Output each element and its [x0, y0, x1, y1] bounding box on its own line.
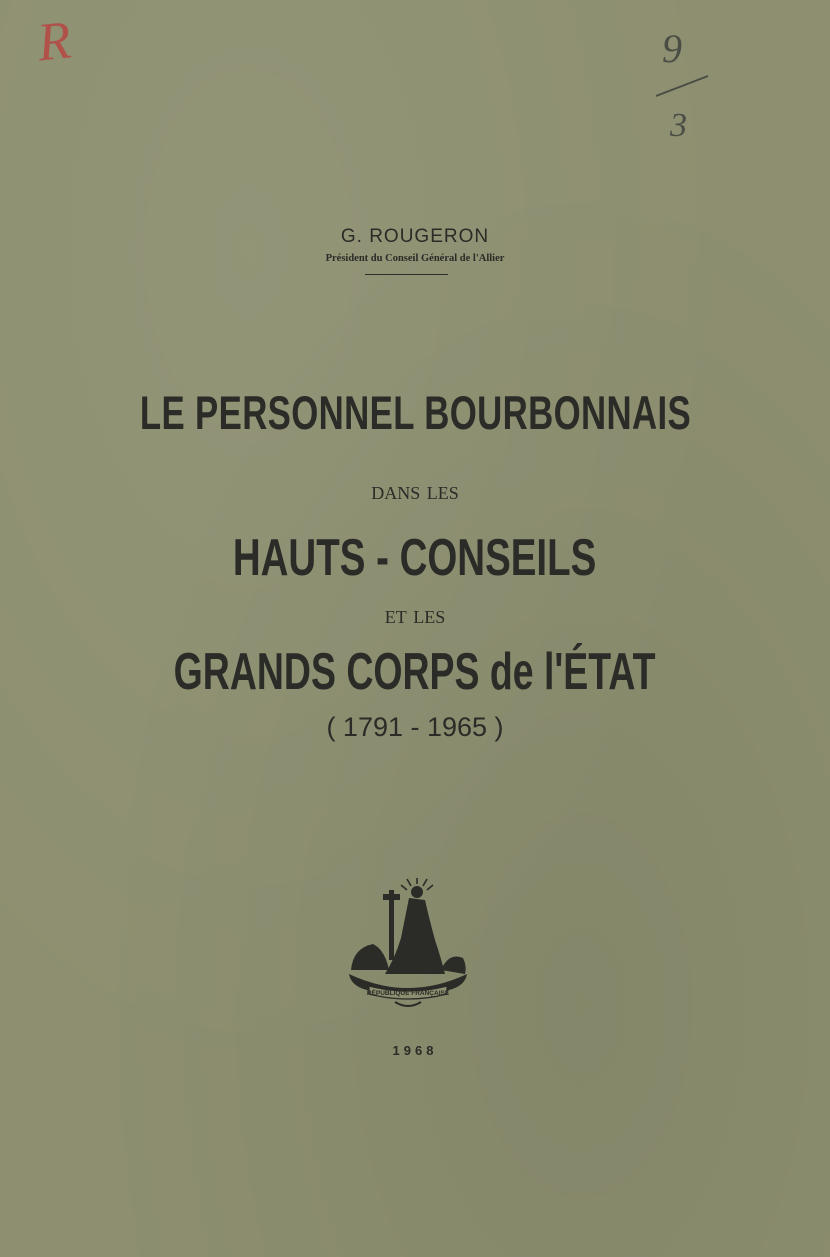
title-line-4: et les: [384, 600, 446, 629]
title-line-5: GRANDS CORPS de l'ÉTAT: [174, 643, 656, 701]
title-line-2: dans les: [371, 476, 459, 505]
author-name: G. ROUGERON: [340, 226, 490, 247]
title-line-1: LE PERSONNEL BOURBONNAIS: [139, 386, 691, 439]
svg-text:RÉPUBLIQUE FRANÇAISE: RÉPUBLIQUE FRANÇAISE: [366, 990, 450, 997]
handwritten-fraction-mark: [648, 18, 718, 148]
author-role: Président du Conseil Général de l'Allier: [325, 253, 505, 264]
svg-text:3: 3: [670, 107, 687, 144]
author-divider: [365, 274, 448, 275]
svg-text:9: 9: [662, 26, 682, 71]
title-dates: ( 1791 - 1965 ): [326, 712, 504, 742]
title-line-3: HAUTS - CONSEILS: [233, 529, 597, 587]
republique-francaise-seal-icon: [345, 878, 471, 1010]
handwritten-letter-mark: R: [34, 9, 74, 73]
publication-year: 1968: [392, 1043, 438, 1058]
